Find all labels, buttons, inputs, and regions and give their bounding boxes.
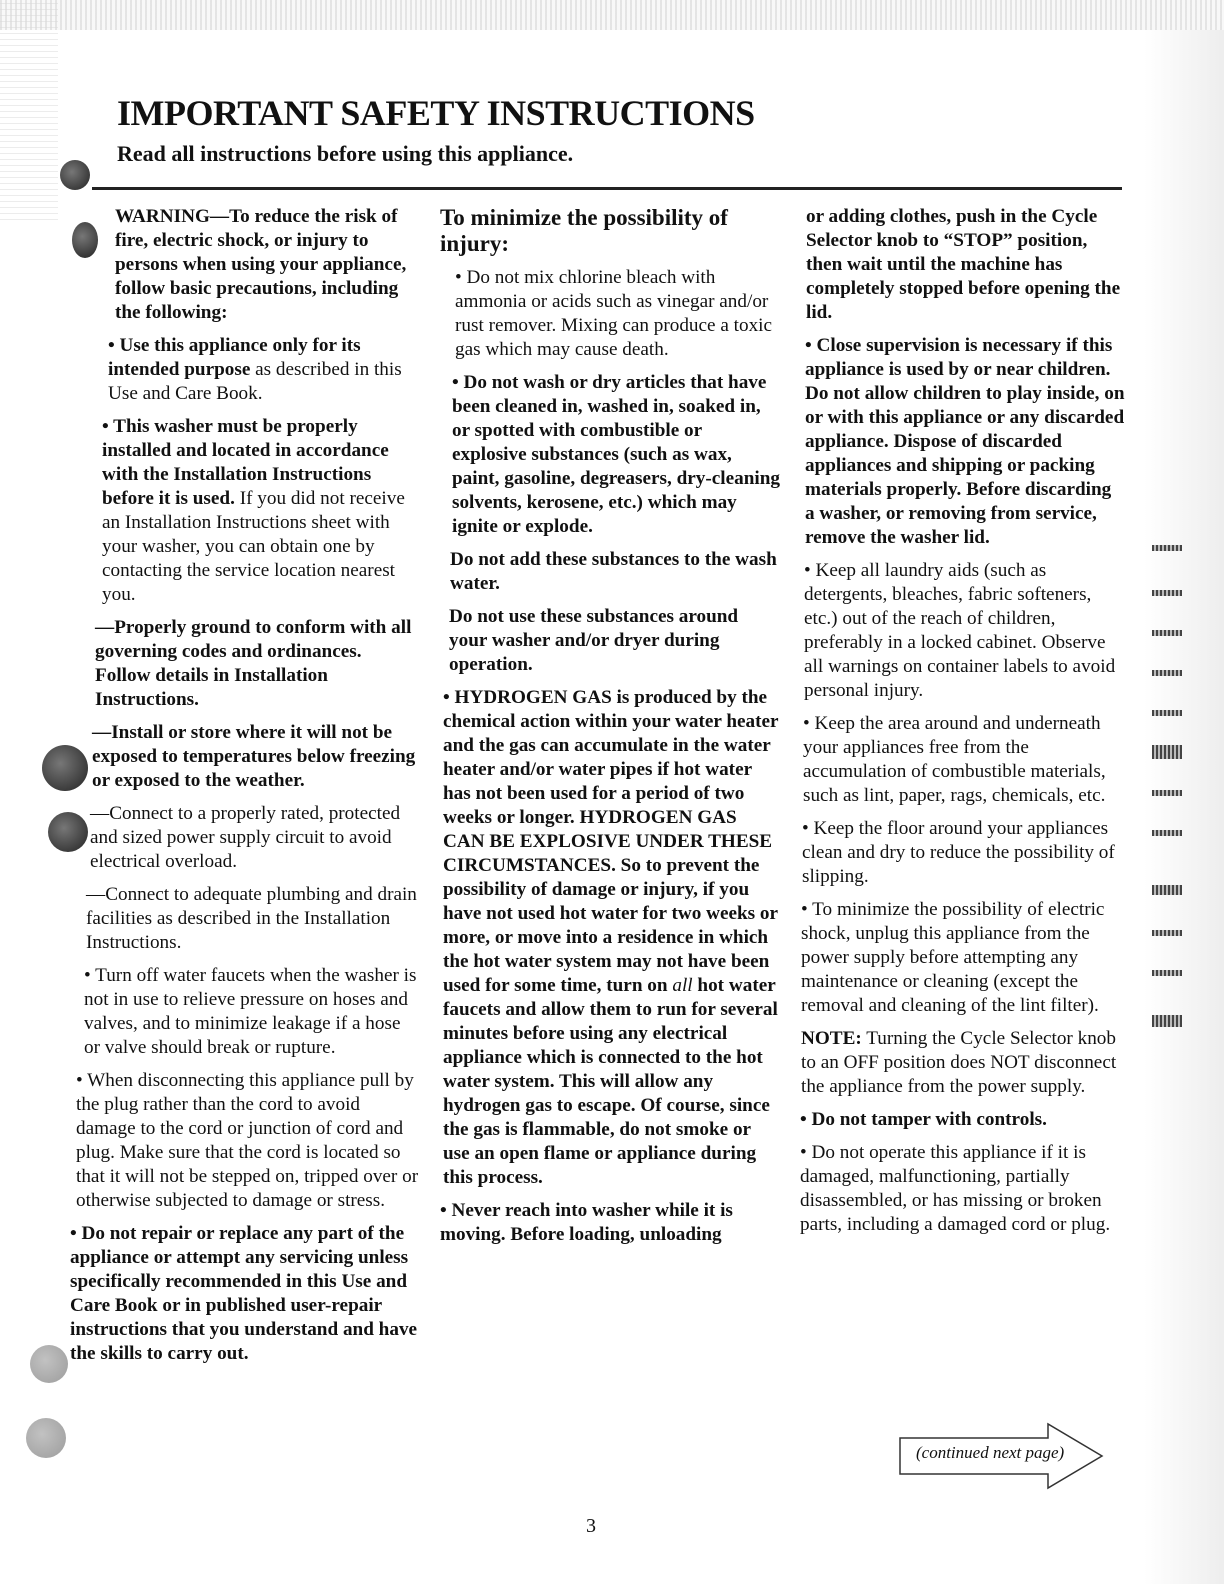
instruction-paragraph: • Keep the area around and underneath your appliances free from the accumulation of combustible materials, such as lint, paper, rags, chemicals, etc. [803,713,1106,806]
column-2 [440,205,780,1256]
title-divider [92,187,1122,190]
instruction-bold: • HYDROGEN GAS is produced by the chemical action within your water heater and the gas can accumulate in the water heater and/or water pipes if hot water has not been used for a period of two weeks or longer. HYDROGEN GAS CAN BE EXPLOSIVE UNDER THESE CIRCUMSTANCES. So to prevent the possibility of damage or injury, if you have not used hot water for two weeks or more, or move into a residence in which the hot water system may not have been used for some time, turn on [443,687,779,996]
instruction-text: as described in this Use and Care Book. [108,359,402,404]
instruction-paragraph: —Properly ground to conform with all governing codes and ordinances. Follow details in Installation Instructions. [95,617,412,710]
instruction-bold: • Use this appliance only for its intended purpose [108,335,361,380]
instruction-italic: all [672,975,693,996]
binder-hole-mark [26,1418,66,1458]
instruction-paragraph: • Close supervision is necessary if this appliance is used by or near children. Do not allow children to play inside, on or with this appliance or any discarded appliance. Dispose of discarded appliances and shipping or packing materials properly. Before discarding a washer, or removing from service, remove the washer lid. [805,335,1125,548]
instruction-paragraph: —Connect to a properly rated, protected and sized power supply circuit to avoid electrical overload. [90,803,401,872]
instruction-paragraph: • Do not repair or replace any part of the appliance or attempt any servicing unless specifically recommended in this Use and Care Book or in published user-repair instructions that you understand and have the skills to carry out. [70,1223,418,1364]
scan-edge-left [0,0,58,220]
instruction-paragraph: • Never reach into washer while it is moving. Before loading, unloading [440,1200,733,1245]
instruction-paragraph [108,334,420,406]
instruction-paragraph [801,1027,1125,1099]
instruction-bold: hot water faucets and allow them to run for several minutes before using any electrical appliance which is connected to the hot water system. This will allow any hydrogen gas to escape. Of course, since the gas is flammable, do not smoke or use an open flame or appliance during this process. [443,975,778,1188]
instruction-paragraph: • Keep the floor around your appliances clean and dry to reduce the possibility of slipping. [802,818,1115,887]
instruction-text: Turning the Cycle Selector knob to an OFF position does NOT disconnect the appliance from the power supply. [801,1028,1117,1097]
column-3 [800,205,1125,1246]
instruction-paragraph: Do not use these substances around your washer and/or dryer during operation. [449,606,739,675]
column-1 [70,205,420,1375]
instruction-paragraph: • Do not operate this appliance if it is damaged, malfunctioning, partially disassembled, or has missing or broken parts, including a damaged cord or plug. [800,1142,1111,1235]
instruction-paragraph: • Do not tamper with controls. [800,1109,1047,1130]
scan-edge-top [0,0,1224,30]
instruction-paragraph: —Install or store where it will not be exposed to temperatures below freezing or exposed to the weather. [92,722,416,791]
binder-hole-mark [60,160,90,190]
instruction-paragraph: • Keep all laundry aids (such as detergents, bleaches, fabric softeners, etc.) out of the reach of children, preferably in a locked cabinet. Observe all warnings on container labels to avoid personal injury. [804,560,1116,701]
continued-next-page-arrow [898,1422,1108,1490]
instruction-paragraph: • Do not mix chlorine bleach with ammonia or acids such as vinegar and/or rust remover. Mixing can produce a toxic gas which may cause death. [455,267,773,360]
instruction-paragraph: Do not add these substances to the wash water. [450,549,777,594]
instruction-paragraph: • To minimize the possibility of electric shock, unplug this appliance from the power supply before attempting any maintenance or cleaning (except the removal and cleaning of the lint filter). [801,899,1105,1016]
instruction-bold: • This washer must be properly installed and located in accordance with the Installation Instructions before it is used. [102,416,389,509]
warning-paragraph: WARNING—To reduce the risk of fire, electric shock, or injury to persons when using your appliance, follow basic precautions, including the following: [115,206,407,323]
page-subtitle: Read all instructions before using this appliance. [117,141,574,166]
instruction-paragraph: • Do not wash or dry articles that have been cleaned in, washed in, soaked in, or spotted with combustible or explosive substances (such as wax, paint, gasoline, degreasers, dry-cleaning solvents, kerosene, etc.) which may ignite or explode. [452,372,780,537]
instruction-text: If you did not receive an Installation Instructions sheet with your washer, you can obtain one by contacting the service location nearest you. [102,488,405,605]
continued-label: (continued next page) [916,1443,1065,1462]
note-label: NOTE: [801,1028,862,1049]
section-heading: To minimize the possibility of injury: [440,205,728,256]
instruction-paragraph [102,415,420,607]
instruction-paragraph: • Turn off water faucets when the washer is not in use to relieve pressure on hoses and valves, and to minimize leakage if a hose or valve should break or rupture. [84,965,417,1058]
binder-hole-mark [30,1345,68,1383]
scan-edge-right [1144,30,1224,1584]
page-number: 3 [586,1515,596,1537]
instruction-paragraph: • When disconnecting this appliance pull by the plug rather than the cord to avoid damage to the cord or junction of cord and plug. Make sure that the cord is located so that it will not be stepped on, tripped over or otherwise subjected to damage or stress. [76,1070,419,1211]
page-title: IMPORTANT SAFETY INSTRUCTIONS [117,93,755,133]
instruction-paragraph [443,686,780,1190]
instruction-paragraph: —Connect to adequate plumbing and drain facilities as described in the Installation Instructions. [86,884,417,953]
instruction-paragraph: or adding clothes, push in the Cycle Selector knob to “STOP” position, then wait until the machine has completely stopped before opening the lid. [806,206,1121,323]
